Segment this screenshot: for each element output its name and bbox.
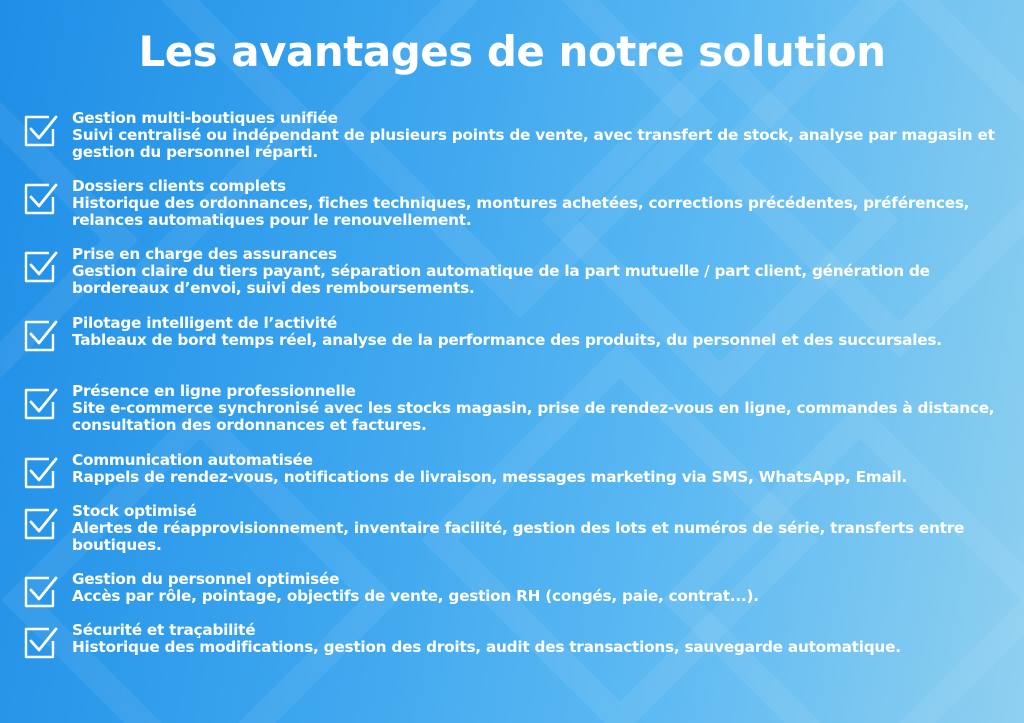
feature-title: Gestion multi-boutiques unifiée [72,109,338,127]
feature-description: Site e-commerce synchronisé avec les stocks magasin, prise de rendez-vous en ligne, commandes à distance, consultation des ordonnances et factures. [72,399,995,434]
page-title: Les avantages de notre solution [138,27,886,76]
feature-title: Communication automatisée [72,451,313,469]
feature-text [72,452,1017,486]
checkbox-icon [22,386,58,422]
checkbox-icon [22,113,58,149]
checkbox-icon [22,249,58,285]
feature-description: Rappels de rendez-vous, notifications de livraison, messages marketing via SMS, WhatsApp, Email. [72,468,908,486]
feature-text [72,315,1017,349]
feature-description: Alertes de réapprovisionnement, inventaire facilité, gestion des lots et numéros de série, transferts entre boutiques. [72,519,965,554]
feature-text [72,503,1017,554]
feature-description: Suivi centralisé ou indépendant de plusieurs points de vente, avec transfert de stock, analyse par magasin et gestion du personnel réparti. [72,126,995,161]
feature-title: Gestion du personnel optimisée [72,570,340,588]
feature-description: Gestion claire du tiers payant, séparation automatique de la part mutuelle / part client, génération de bordereaux d’envoi, suivi des remboursements. [72,262,930,297]
feature-title: Présence en ligne professionnelle [72,382,356,400]
feature-description: Historique des modifications, gestion des droits, audit des transactions, sauvegarde automatique. [72,638,901,656]
feature-text [72,246,1017,297]
feature-text [72,178,1017,229]
feature-title: Stock optimisé [72,502,197,520]
checkbox-icon [22,455,58,491]
feature-text [72,110,1017,161]
checkbox-icon [22,181,58,217]
feature-text [72,571,1017,605]
checkbox-icon [22,574,58,610]
feature-description: Accès par rôle, pointage, objectifs de vente, gestion RH (congés, paie, contrat...). [72,587,759,605]
feature-text [72,622,1017,656]
checkbox-icon [22,625,58,661]
feature-title: Sécurité et traçabilité [72,621,256,639]
feature-title: Pilotage intelligent de l’activité [72,314,337,332]
checkbox-icon [22,318,58,354]
feature-title: Prise en charge des assurances [72,245,337,263]
feature-description: Historique des ordonnances, fiches techniques, montures achetées, corrections précédentes, préférences, relances automatiques pour le renouvellement. [72,194,970,229]
feature-text [72,383,1017,434]
checkbox-icon [22,506,58,542]
feature-description: Tableaux de bord temps réel, analyse de la performance des produits, du personnel et des succursales. [72,331,942,349]
feature-title: Dossiers clients complets [72,177,286,195]
